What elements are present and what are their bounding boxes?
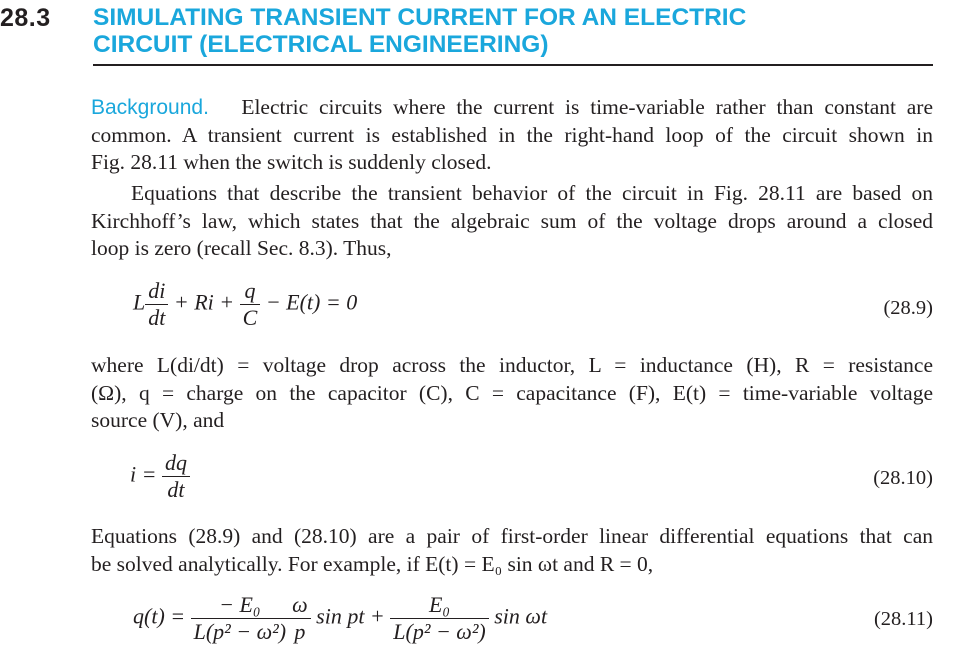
background-label: Background. (91, 96, 209, 119)
text-line: (Ω), q = charge on the capacitor (C), C = capacitance (F), E(t) = time-variable voltage (91, 380, 933, 405)
paragraph-solution (91, 523, 933, 578)
paragraph-kirchhoff (91, 180, 933, 263)
fraction (289, 592, 311, 645)
paragraph-definitions (91, 352, 933, 435)
title-rule (93, 64, 933, 66)
paragraph-background (91, 94, 933, 177)
text-line: where L(di/dt) = voltage drop across the inductor, L = inductance (H), R = resistance (91, 353, 933, 377)
fraction-denominator: L(p² − ω²) (393, 619, 486, 644)
text-line: source (V), and (91, 408, 225, 432)
equation-number: (28.11) (873, 608, 933, 630)
eq-term: sin pt + (316, 603, 385, 629)
eq-term: i = (130, 461, 157, 487)
text-line: Fig. 28.11 when the switch is suddenly closed. (91, 150, 492, 174)
fraction-numerator: − E₀ (191, 592, 289, 619)
fraction-denominator: dt (167, 477, 185, 502)
fraction-denominator: C (242, 305, 258, 330)
fraction (162, 450, 190, 503)
section-title-line2: CIRCUIT (ELECTRICAL ENGINEERING) (93, 31, 549, 58)
fraction-denominator: dt (148, 305, 166, 330)
eq-term: + Ri + (173, 289, 235, 315)
fraction (191, 592, 289, 645)
equation-number: (28.10) (873, 467, 933, 489)
equation-28-11 (133, 592, 547, 645)
equation-28-9 (133, 278, 357, 331)
text-line (91, 94, 933, 122)
fraction-denominator: p (294, 619, 306, 644)
eq-term: − E(t) = 0 (265, 289, 358, 315)
equation-number: (28.9) (883, 297, 933, 319)
text-line: be solved analytically. For example, if E(t) = E₀ sin ωt and R = 0, (91, 551, 654, 576)
fraction (240, 278, 261, 331)
fraction-numerator: di (145, 278, 168, 305)
eq-term: q(t) = (133, 603, 186, 629)
text-line: loop is zero (recall Sec. 8.3). Thus, (91, 236, 392, 260)
text-span: Electric circuits where the current is time-variable rather than constant are (241, 95, 934, 119)
section-title-line1: SIMULATING TRANSIENT CURRENT FOR AN ELECTRIC (93, 4, 747, 31)
equation-28-10 (130, 450, 190, 503)
section-title (93, 4, 933, 58)
text-line: common. A transient current is established in the right-hand loop of the circuit shown in (91, 122, 933, 147)
fraction (145, 278, 168, 331)
fraction-numerator: q (240, 278, 261, 305)
text-line: Equations (28.9) and (28.10) are a pair of first-order linear differential equations that can (91, 524, 933, 548)
fraction-numerator: dq (162, 450, 190, 477)
eq-term: sin ωt (494, 603, 548, 629)
eq-symbol: L (133, 289, 146, 315)
fraction-numerator: ω (289, 592, 311, 619)
text-line: Equations that describe the transient behavior of the circuit in Fig. 28.11 are based on (131, 181, 933, 205)
section-number: 28.3 (0, 4, 51, 32)
text-line: Kirchhoff’s law, which states that the algebraic sum of the voltage drops around a closed (91, 208, 933, 233)
fraction (390, 592, 488, 645)
fraction-numerator: E₀ (390, 592, 488, 619)
fraction-denominator: L(p² − ω²) (193, 619, 287, 644)
